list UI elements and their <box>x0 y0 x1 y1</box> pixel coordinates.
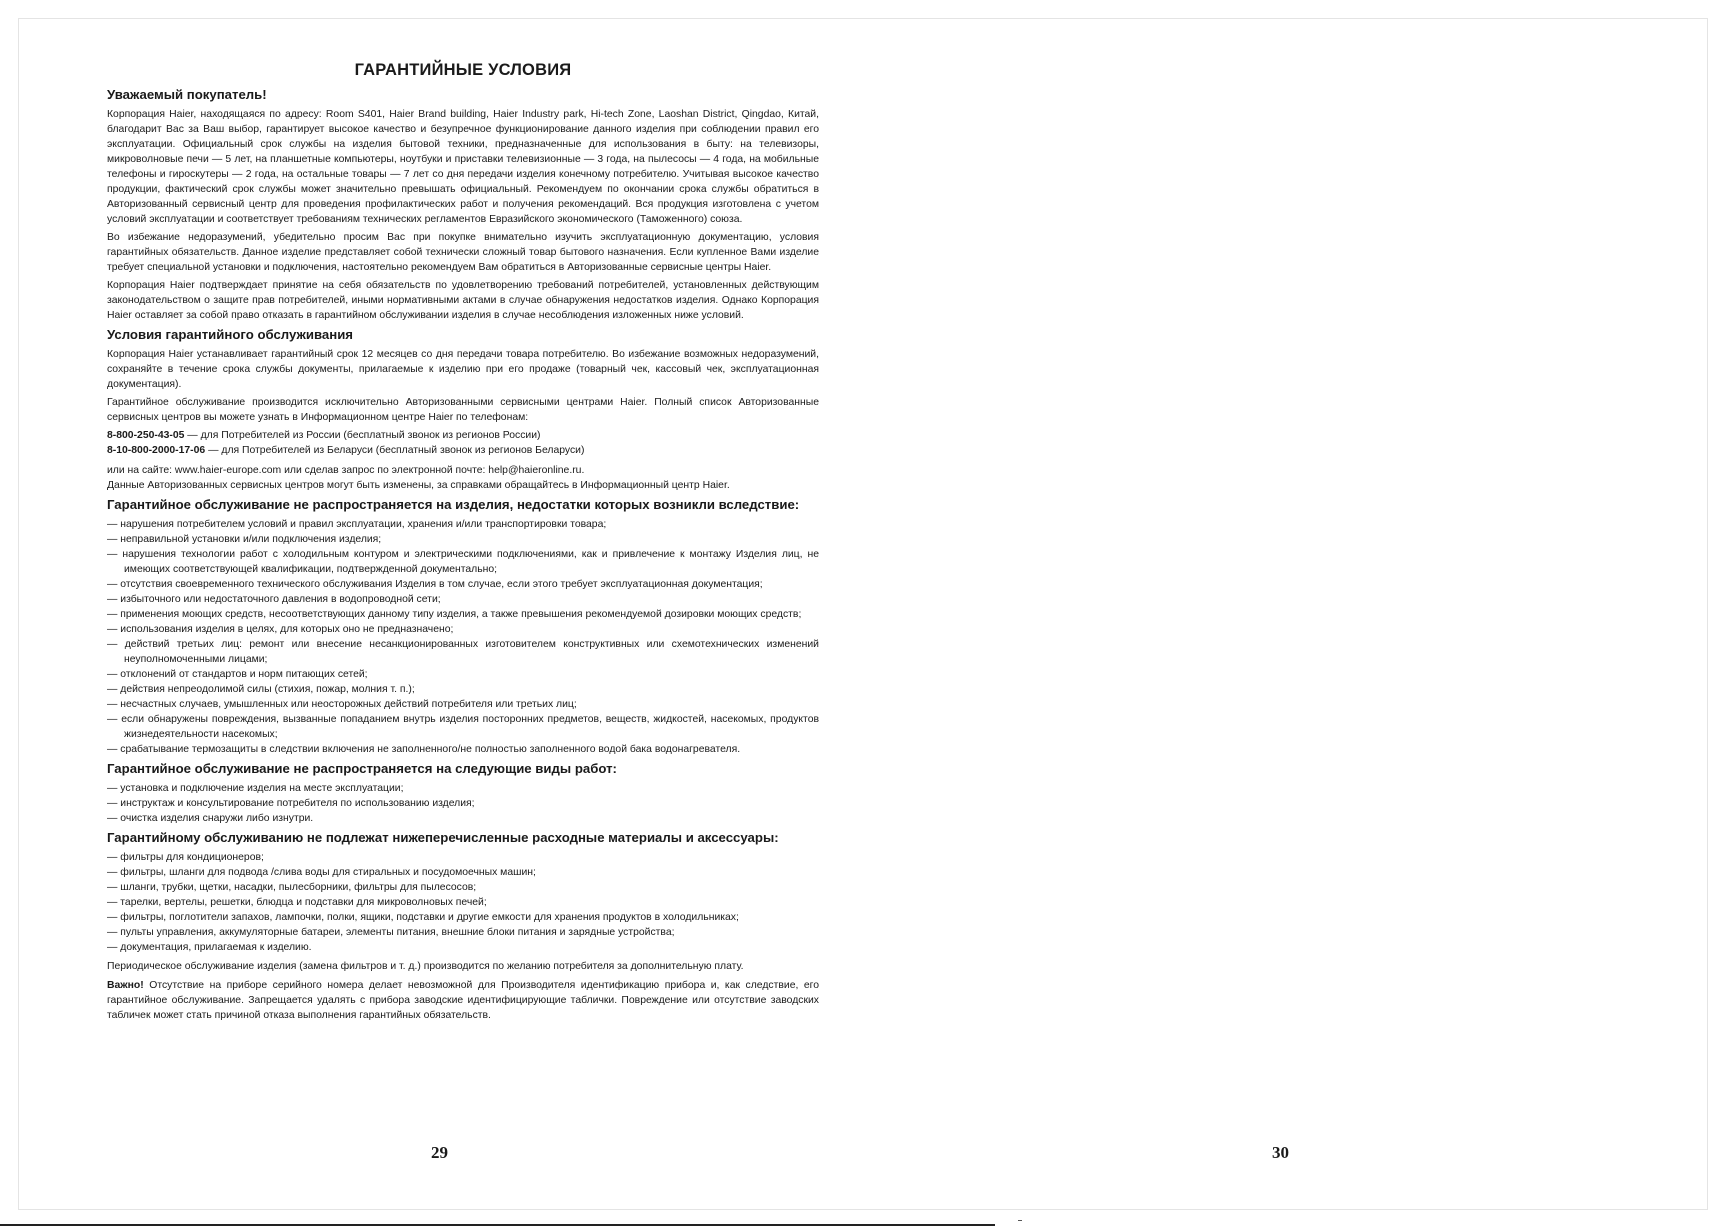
intro-paragraph: Корпорация Haier, находящаяся по адресу: Room S401, Haier Brand building, Haier Industry park, Hi-tech Zone, Laoshan District, Qingdao, Китай, благодарит Вас за Ваш выбор, гарантирует высокое качество и безупречное функционирование данного изделия при соблюдении правил его эксплуатации. Официальный срок службы на изделия бытовой техники, предназначенные для использования в быту: на телевизоры, микроволновые печи — 5 лет, на планшетные компьютеры, ноутбуки и приставки телевизионные — 3 года, на пылесосы — 4 года, на мобильные телефоны и гироскутеры — 2 года, на остальные товары — 7 лет со дня передачи изделия конечному потребителю. Учитывая высокое качество продукции, фактический срок службы может значительно превышать официальный. Рекомендуем по окончании срока службы обратиться в Авторизованный сервисный центр для проведения профилактических работ и получения рекомендаций. Вся продукция изготовлена с учетом условий эксплуатации и соответствует требованиям технических регламентов Евразийского экономического (Таможенного) союза. <box>107 109 819 225</box>
list-item: — использования изделия в целях, для которых оно не предназначено; <box>107 624 454 635</box>
phone-number-belarus: 8-10-800-2000-17-06 <box>107 445 206 456</box>
list-item: — тарелки, вертелы, решетки, блюдца и подставки для микроволновых печей; <box>107 897 487 908</box>
exclusions-list <box>107 517 819 757</box>
phone-line-russia <box>107 428 819 443</box>
list-item: — установка и подключение изделия на месте эксплуатации; <box>107 783 404 794</box>
list-item: — нарушения потребителем условий и правил эксплуатации, хранения и/или транспортировки товара; <box>107 519 607 530</box>
list-item: — действий третьих лиц: ремонт или внесение несанкционированных изготовителем конструктивных или схемотехнических изменений неуполномоченными лицами; <box>107 639 819 665</box>
list-item: — несчастных случаев, умышленных или неосторожных действий потребителя или третьих лиц; <box>107 699 577 710</box>
important-text: Отсутствие на приборе серийного номера делает невозможной для Производителя идентификацию прибора и, как следствие, его гарантийное обслуживание. Запрещается удалять с прибора заводские идентифицирующие таблички. Повреждение или отсутствие заводских табличек может стать причиной отказа выполнения гарантийных обязательств. <box>107 980 819 1021</box>
phone-desc-russia: — для Потребителей из России (бесплатный звонок из регионов России) <box>184 430 541 441</box>
phone-line-belarus <box>107 443 819 458</box>
list-item: — шланги, трубки, щетки, насадки, пылесборники, фильтры для пылесосов; <box>107 882 477 893</box>
works-heading: Гарантийное обслуживание не распространяется на следующие виды работ: <box>107 761 617 776</box>
service-paragraph: Корпорация Haier устанавливает гарантийный срок 12 месяцев со дня передачи товара потребителю. Во избежание возможных недоразумений, сохраняйте в течение срока службы документы, прилагаемые к изделию при его продаже (товарный чек, кассовый чек, эксплуатационная документация). <box>107 349 819 390</box>
contact-line: Данные Авторизованных сервисных центров могут быть изменены, за справками обращайтесь в Информационный центр Haier. <box>107 480 730 491</box>
important-label: Важно! <box>107 980 144 991</box>
phone-desc-belarus: — для Потребителей из Беларуси (бесплатный звонок из регионов Беларуси) <box>205 445 585 456</box>
page-number-left: 29 <box>431 1143 448 1162</box>
list-item: — применения моющих средств, несоответствующих данному типу изделия, а также превышения рекомендуемой дозировки моющих средств; <box>107 609 802 620</box>
phone-number-russia: 8-800-250-43-05 <box>107 430 185 441</box>
phone-list <box>107 428 819 458</box>
list-item: — неправильной установки и/или подключения изделия; <box>107 534 382 545</box>
works-list <box>107 781 819 826</box>
contact-line: или на сайте: www.haier-europe.com или сделав запрос по электронной почте: help@haieronline.ru. <box>107 465 585 476</box>
page-title: ГАРАНТИЙНЫЕ УСЛОВИЯ <box>354 61 572 79</box>
greeting-heading: Уважаемый покупатель! <box>107 87 267 102</box>
list-item: — если обнаружены повреждения, вызванные попаданием внутрь изделия посторонних предметов, веществ, жидкостей, насекомых, продуктов жизнедеятельности насекомых; <box>107 714 819 740</box>
bottom-divider <box>0 1224 995 1226</box>
consumables-heading: Гарантийному обслуживанию не подлежат нижеперечисленные расходные материалы и аксессуары: <box>107 830 779 845</box>
list-item: — отсутствия своевременного технического обслуживания Изделия в том случае, если этого требует эксплуатационная документация; <box>107 579 763 590</box>
consumables-list <box>107 850 819 955</box>
important-note <box>107 978 819 1023</box>
periodic-service-note: Периодическое обслуживание изделия (замена фильтров и т. д.) производится по желанию потребителя за дополнительную плату. <box>107 961 744 972</box>
warranty-page <box>107 56 819 1026</box>
list-item: — документация, прилагаемая к изделию. <box>107 942 312 953</box>
list-item: — пульты управления, аккумуляторные батареи, элементы питания, внешние блоки питания и зарядные устройства; <box>107 927 675 938</box>
service-paragraph: Гарантийное обслуживание производится исключительно Авторизованными сервисными центрами Haier. Полный список Авторизованные сервисных центров вы можете узнать в Информационном центре Haier по телефонам: <box>107 397 819 423</box>
corner-mark <box>1018 1220 1022 1225</box>
list-item: — фильтры, поглотители запахов, лампочки, полки, ящики, подставки и другие емкости для хранения продуктов в холодильниках; <box>107 912 739 923</box>
list-item: — инструктаж и консультирование потребителя по использованию изделия; <box>107 798 475 809</box>
exclusions-heading: Гарантийное обслуживание не распространяется на изделия, недостатки которых возникли вследствие: <box>107 497 800 512</box>
list-item: — нарушения технологии работ с холодильным контуром и электрическими подключениями, как и привлечение к монтажу Изделия лиц, не имеющих соответствующей квалификации, подтвержденной документально; <box>107 549 819 575</box>
list-item: — фильтры, шланги для подвода /слива воды для стиральных и посудомоечных машин; <box>107 867 536 878</box>
list-item: — отклонений от стандартов и норм питающих сетей; <box>107 669 368 680</box>
intro-paragraph: Во избежание недоразумений, убедительно просим Вас при покупке внимательно изучить эксплуатационную документацию, условия гарантийных обязательств. Данное изделие представляет собой технически сложный товар бытового назначения. Если купленное Вами изделие требует специальной установки и подключения, настоятельно рекомендуем Вам обратиться в Авторизованные сервисные центры Haier. <box>107 232 819 273</box>
list-item: — очистка изделия снаружи либо изнутри. <box>107 813 314 824</box>
service-conditions-heading: Условия гарантийного обслуживания <box>107 327 354 342</box>
list-item: — действия непреодолимой силы (стихия, пожар, молния т. п.); <box>107 684 415 695</box>
list-item: — срабатывание термозащиты в следствии включения не заполненного/не полностью заполненного водой бака водонагревателя. <box>107 744 741 755</box>
intro-paragraph: Корпорация Haier подтверждает принятие на себя обязательств по удовлетворению требований потребителей, установленных действующим законодательством о защите прав потребителей, иными нормативными актами в случае обнаружения недостатков изделия. Однако Корпорация Haier оставляет за собой право отказать в гарантийном обслуживании изделия в случае несоблюдения изложенных ниже условий. <box>107 280 819 321</box>
page-number-right: 30 <box>1272 1143 1289 1162</box>
list-item: — фильтры для кондиционеров; <box>107 852 264 863</box>
list-item: — избыточного или недостаточного давления в водопроводной сети; <box>107 594 441 605</box>
